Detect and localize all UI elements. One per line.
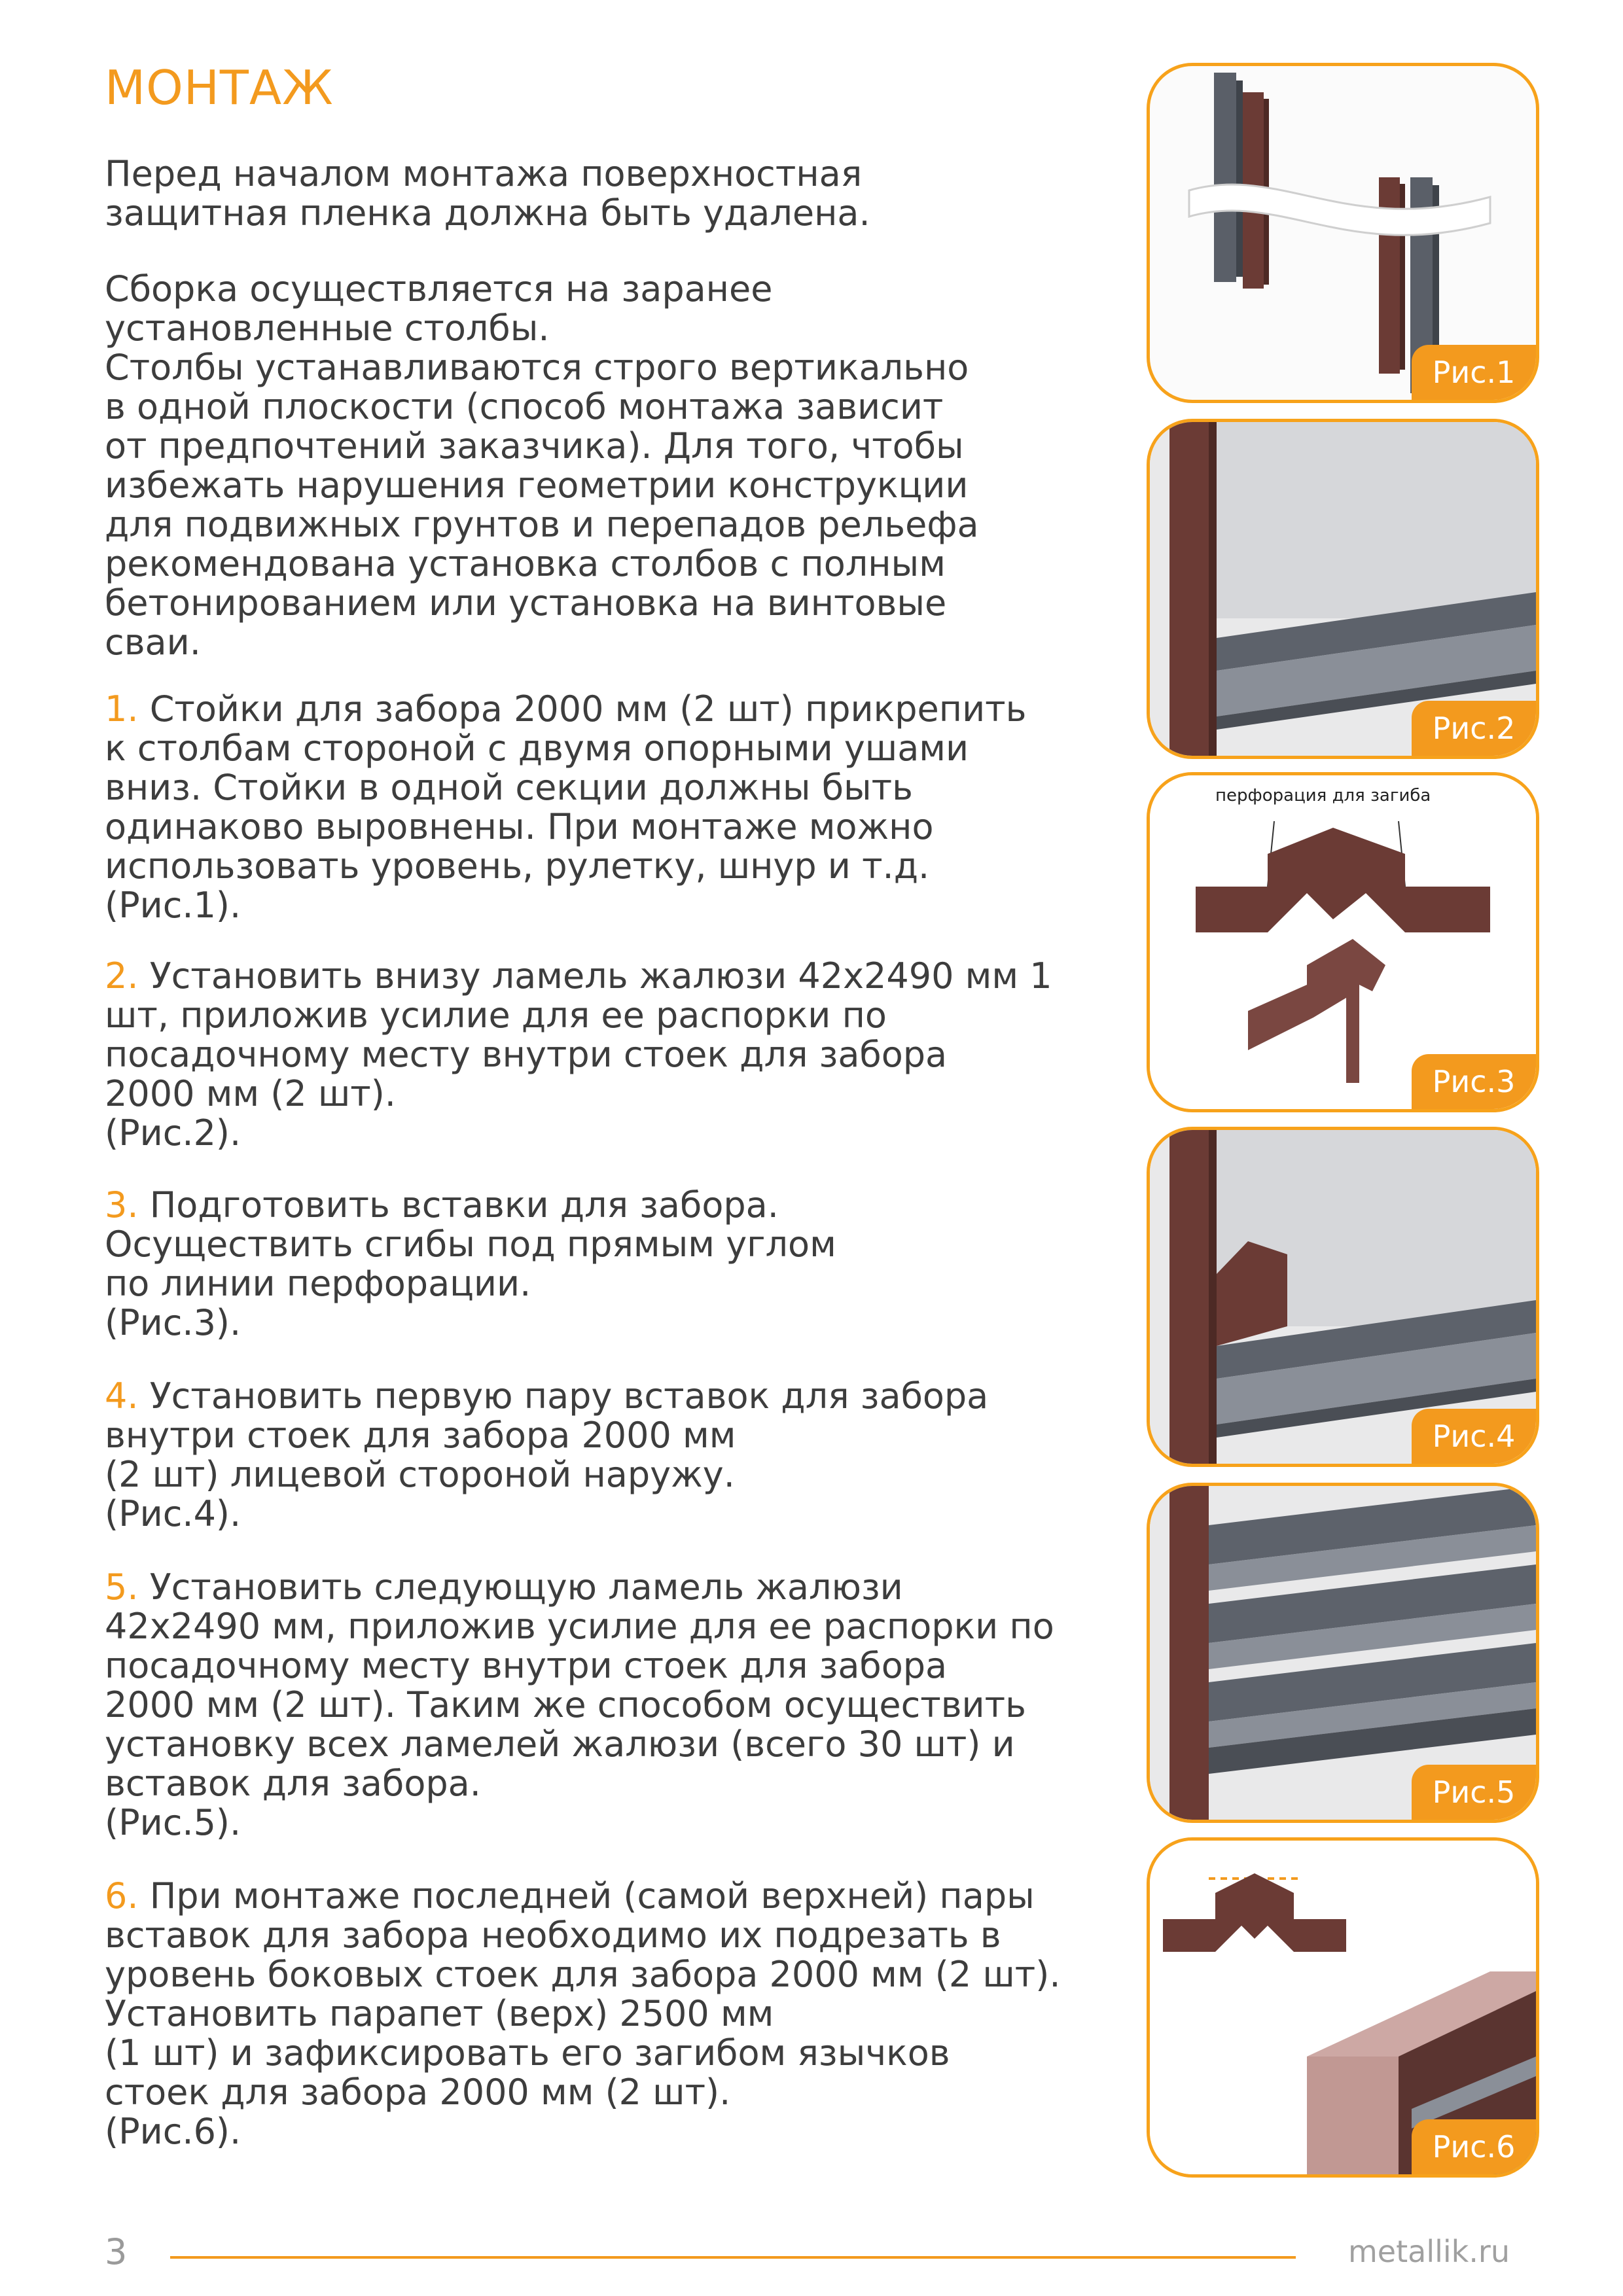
step-number: 4.	[105, 1375, 139, 1417]
text-line: (Рис.5).	[105, 1802, 241, 1843]
fig6-label: Рис.6	[1412, 2119, 1536, 2174]
text-line: (Рис.3).	[105, 1302, 241, 1343]
fig2-label: Рис.2	[1412, 701, 1536, 756]
fig4-label: Рис.4	[1412, 1409, 1536, 1464]
text-line: стоек для забора 2000 мм (2 шт).	[105, 2072, 731, 2113]
text-line: рекомендована установка столбов с полным	[105, 543, 946, 584]
fig1-label: Рис.1	[1412, 345, 1536, 400]
text-line: (Рис.6).	[105, 2111, 241, 2152]
step-number: 6.	[105, 1875, 139, 1916]
figure-5	[1147, 1483, 1539, 1823]
text-line: Столбы устанавливаются строго вертикально	[105, 347, 969, 388]
text-line: вставок для забора необходимо их подрезать в	[105, 1915, 1001, 1956]
page-number: 3	[105, 2231, 128, 2272]
text-line: защитная пленка должна быть удалена.	[105, 192, 870, 234]
text-line: сваи.	[105, 622, 201, 663]
step-1	[105, 690, 1099, 925]
step-number: 2.	[105, 955, 139, 997]
text-line: использовать уровень, рулетку, шнур и т.д.	[105, 845, 930, 887]
text-line: вставок для забора.	[105, 1763, 481, 1804]
text-line: (Рис.1).	[105, 885, 241, 926]
fig3-perforation-note: перфорация для загиба	[1215, 786, 1431, 805]
text-line: (1 шт) и зафиксировать его загибом язычков	[105, 2032, 950, 2074]
figure-4	[1147, 1127, 1539, 1467]
text-line: Сборка осуществляется на заранее	[105, 268, 773, 309]
step-number: 1.	[105, 688, 139, 730]
text-line: шт, приложив усилие для ее распорки по	[105, 995, 887, 1036]
text-line: уровень боковых стоек для забора 2000 мм (2 шт).	[105, 1954, 1061, 1995]
intro-paragraph-1	[105, 154, 1099, 233]
text-line: Подготовить вставки для забора.	[138, 1184, 779, 1226]
text-line: от предпочтений заказчика). Для того, чтобы	[105, 425, 964, 467]
text-line: установленные столбы.	[105, 308, 550, 349]
text-line: к столбам стороной с двумя опорными ушами	[105, 728, 969, 769]
text-line: Установить следующую ламель жалюзи	[138, 1566, 903, 1608]
text-line: внутри стоек для забора 2000 мм	[105, 1415, 736, 1456]
text-line: Стойки для забора 2000 мм (2 шт) прикрепить	[138, 688, 1027, 730]
text-line: одинаково выровнены. При монтаже можно	[105, 806, 934, 847]
text-line: в одной плоскости (способ монтажа зависит	[105, 386, 944, 427]
footer-website: metallik.ru	[1348, 2234, 1510, 2269]
text-line: посадочному месту внутри стоек для забора	[105, 1645, 948, 1686]
text-line: 42х2490 мм, приложив усилие для ее распорки по	[105, 1606, 1054, 1647]
text-line: При монтаже последней (самой верхней) пары	[138, 1875, 1035, 1916]
text-line: по линии перфорации.	[105, 1263, 531, 1304]
intro-paragraph-2	[105, 270, 1099, 662]
text-line: Осуществить сгибы под прямым углом	[105, 1224, 836, 1265]
figure-3	[1147, 772, 1539, 1112]
text-line: (2 шт) лицевой стороной наружу.	[105, 1454, 735, 1495]
footer-divider	[170, 2256, 1296, 2259]
figure-6	[1147, 1837, 1539, 2178]
fig3-label: Рис.3	[1412, 1054, 1536, 1109]
text-line: вниз. Стойки в одной секции должны быть	[105, 767, 913, 808]
text-line: установку всех ламелей жалюзи (всего 30 шт) и	[105, 1723, 1015, 1765]
text-line: бетонированием или установка на винтовые	[105, 582, 947, 624]
step-5	[105, 1568, 1099, 1843]
page-title: МОНТАЖ	[105, 60, 334, 115]
text-line: Установить первую пару вставок для забора	[138, 1375, 989, 1417]
text-line: Установить внизу ламель жалюзи 42х2490 мм 1	[138, 955, 1052, 997]
figure-2	[1147, 419, 1539, 759]
step-3	[105, 1186, 1099, 1343]
fig5-label: Рис.5	[1412, 1765, 1536, 1820]
step-6	[105, 1877, 1099, 2151]
text-line: 2000 мм (2 шт).	[105, 1073, 396, 1114]
text-line: (Рис.2).	[105, 1112, 241, 1154]
step-4	[105, 1377, 1099, 1534]
text-line: избежать нарушения геометрии конструкции	[105, 465, 969, 506]
text-line: Установить парапет (верх) 2500 мм	[105, 1993, 774, 2034]
text-line: 2000 мм (2 шт). Таким же способом осуществить	[105, 1684, 1026, 1725]
figure-1	[1147, 63, 1539, 403]
text-line: для подвижных грунтов и перепадов рельефа	[105, 504, 979, 545]
text-line: посадочному месту внутри стоек для забора	[105, 1034, 948, 1075]
step-2	[105, 957, 1099, 1153]
text-line: Перед началом монтажа поверхностная	[105, 153, 863, 194]
text-line: (Рис.4).	[105, 1493, 241, 1534]
step-number: 3.	[105, 1184, 139, 1226]
step-number: 5.	[105, 1566, 139, 1608]
